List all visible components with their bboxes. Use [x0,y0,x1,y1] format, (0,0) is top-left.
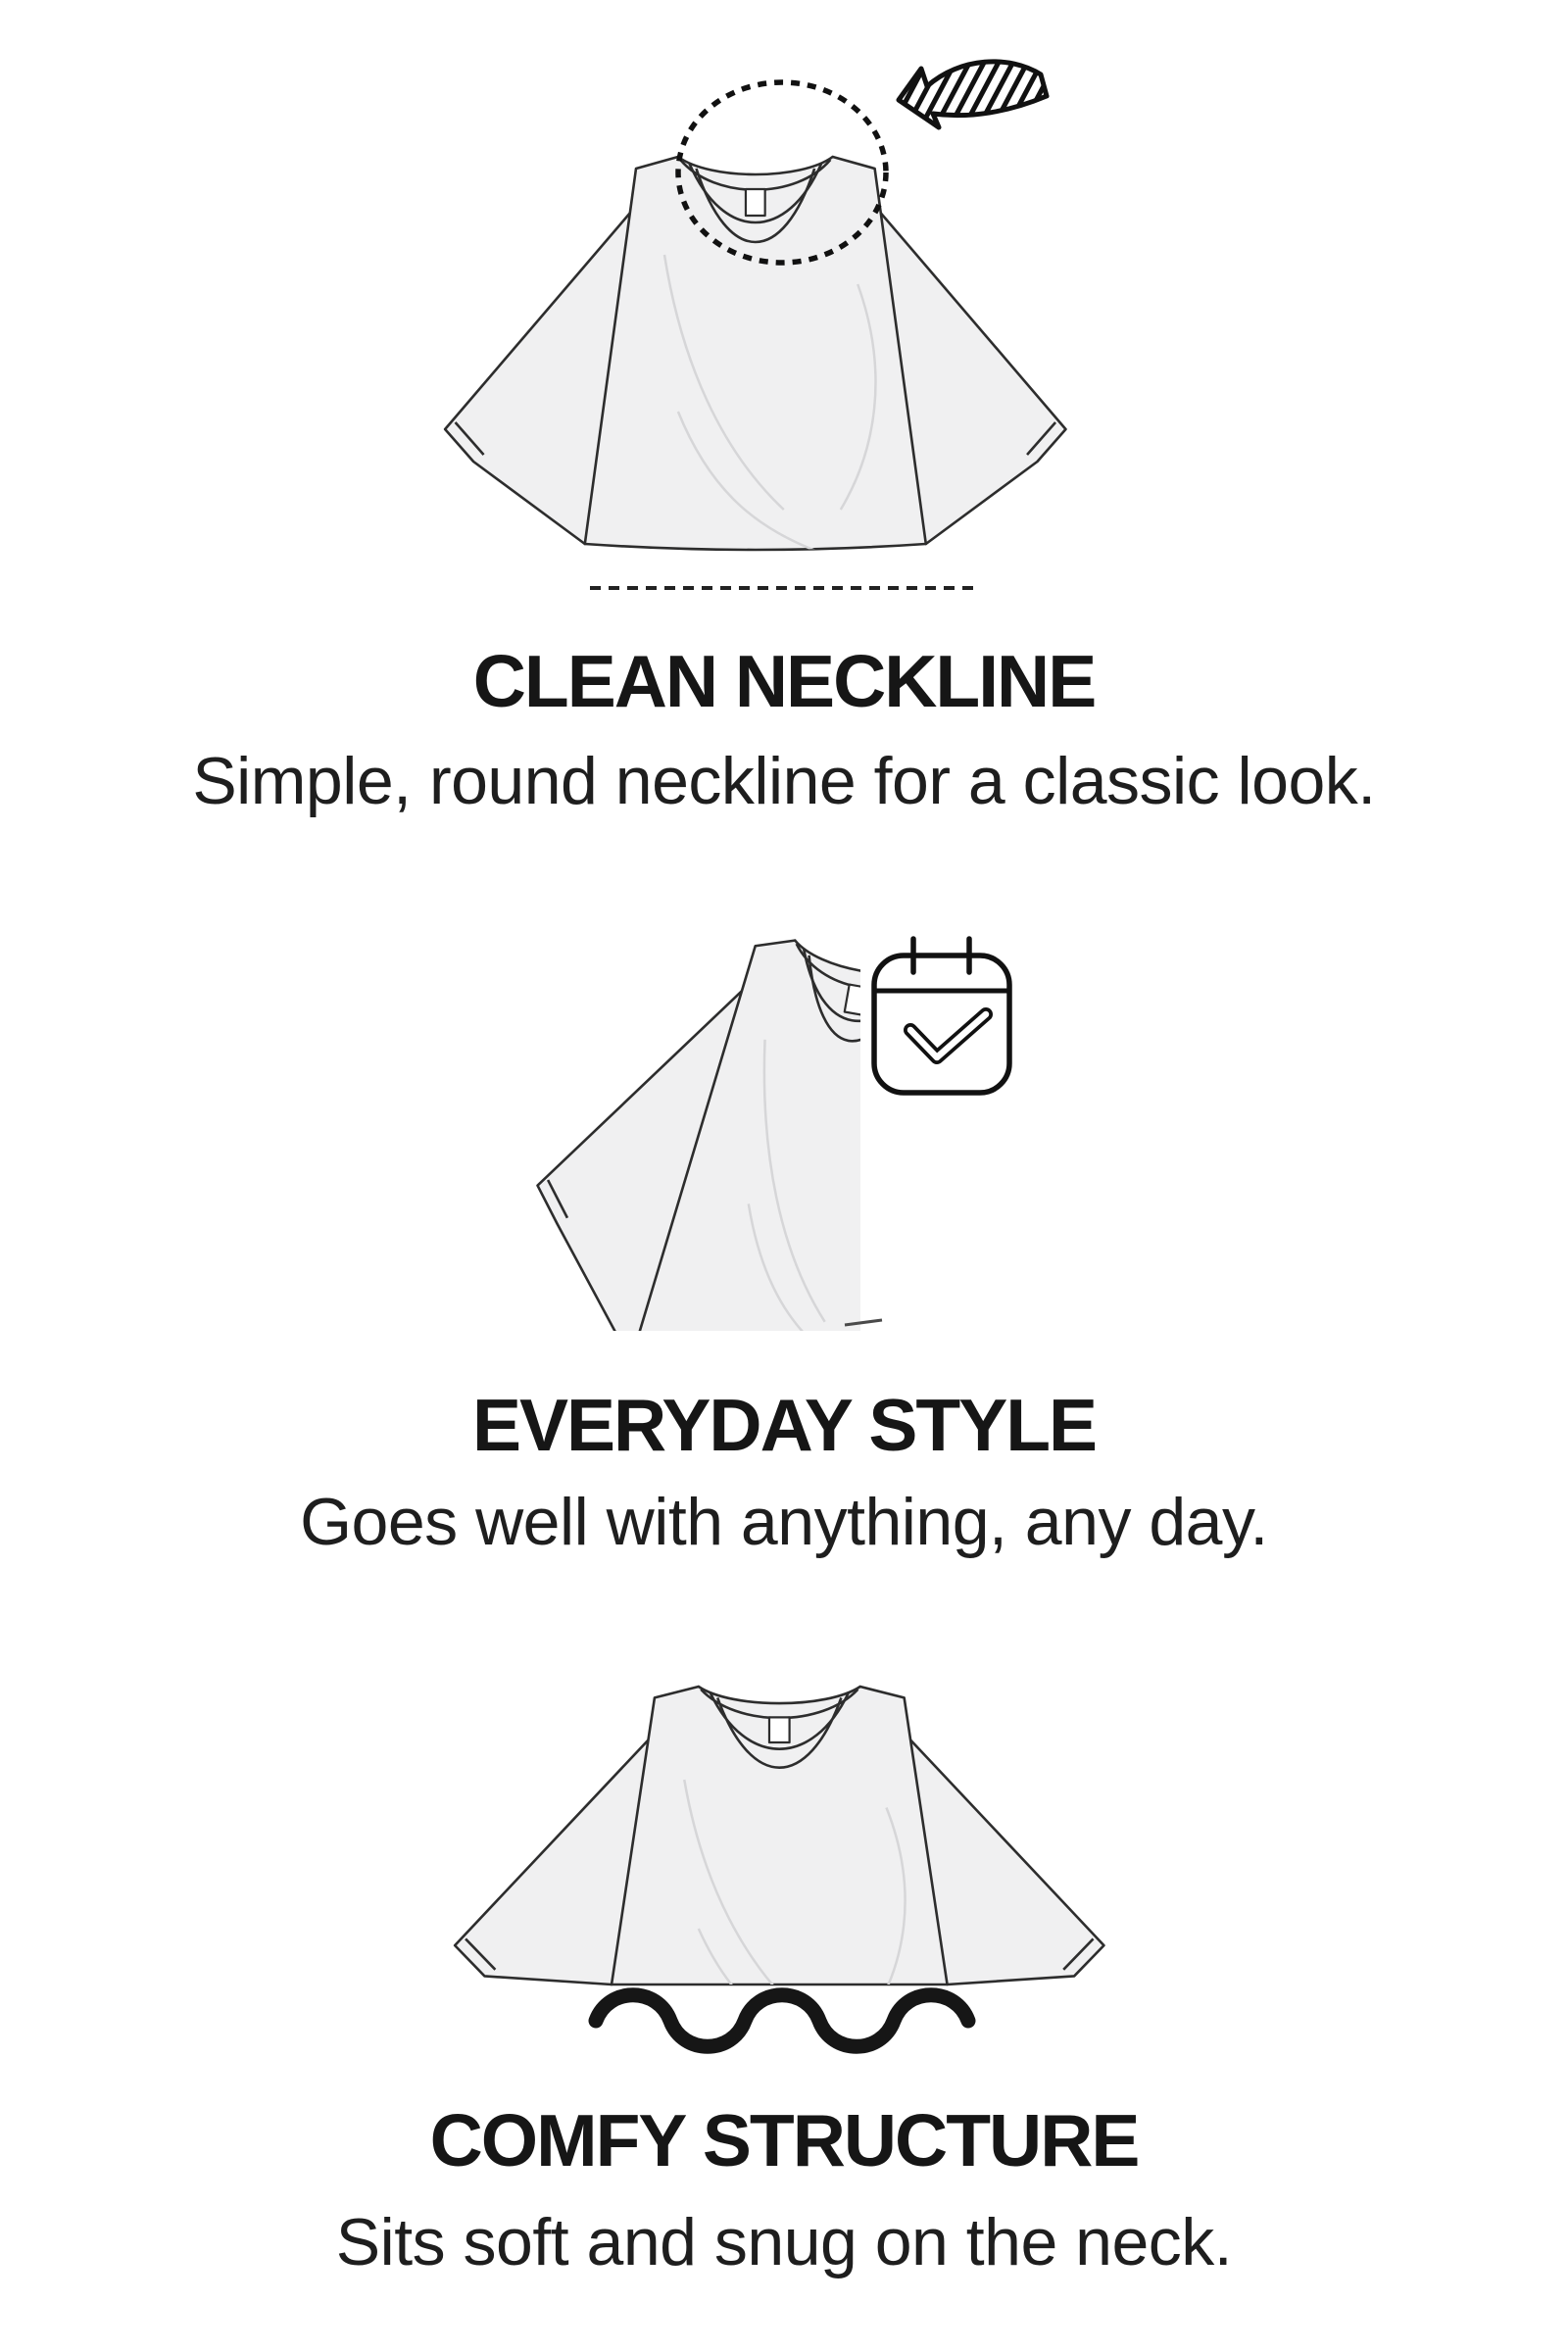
neck-label-tag [769,1717,790,1742]
calendar-check-icon [862,921,1034,1102]
section-subtitle: Goes well with anything, any day. [300,1485,1268,1559]
section-subtitle: Sits soft and snug on the neck. [335,2205,1233,2279]
shirt-hem-tick [838,1311,897,1333]
section-title: CLEAN NECKLINE [472,640,1096,722]
sketch-arrow-icon [899,62,1047,127]
calendar-body [874,956,1009,1093]
cropped-tshirt-illustration [372,1617,1196,2078]
clipped-hem-tick [845,1320,882,1325]
tshirt-graphic [455,1687,1103,2064]
tilted-tshirt-illustration [529,911,860,1331]
tshirt-neckline-illustration [323,39,1245,608]
section-title: EVERYDAY STYLE [471,1384,1097,1466]
neck-label-tag [746,189,765,216]
tshirt-graphic [529,911,860,1331]
section-title: COMFY STRUCTURE [429,2099,1139,2181]
wave-underline-icon [596,1995,968,2047]
tshirt-graphic [445,157,1065,554]
section-subtitle: Simple, round neckline for a classic look. [192,744,1376,818]
